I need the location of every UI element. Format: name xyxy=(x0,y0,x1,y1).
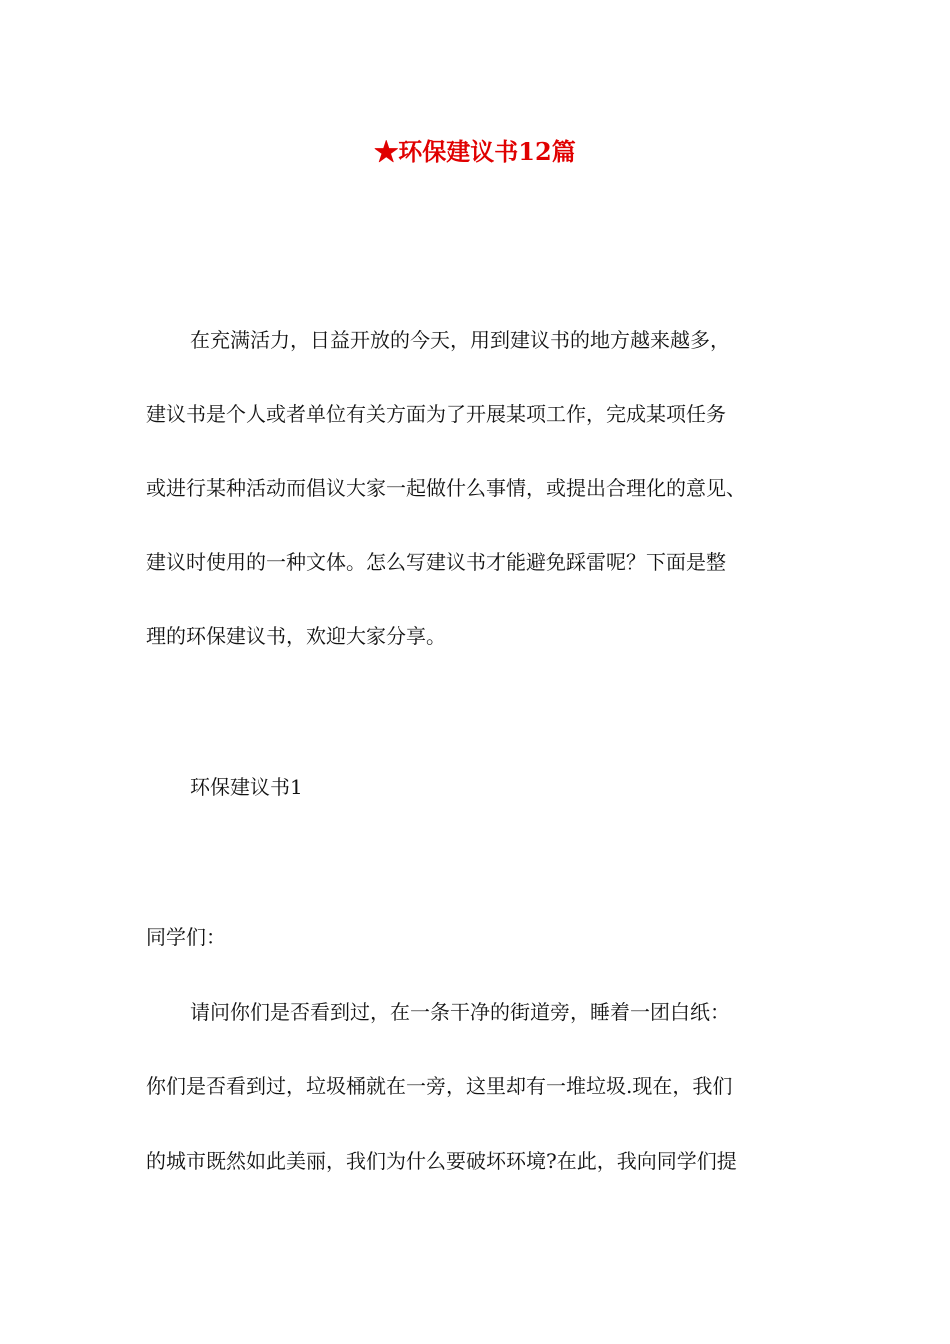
salutation: 同学们： xyxy=(146,925,226,949)
section-heading: 环保建议书1 xyxy=(190,775,303,799)
intro-line-1: 在充满活力，日益开放的今天，用到建议书的地方越来越多， xyxy=(190,328,730,352)
intro-line-2: 建议书是个人或者单位有关方面为了开展某项工作，完成某项任务 xyxy=(146,402,726,426)
intro-line-4: 建议时使用的一种文体。怎么写建议书才能避免踩雷呢？下面是整 xyxy=(146,550,726,574)
body-line-1: 请问你们是否看到过，在一条干净的街道旁，睡着一团白纸： xyxy=(190,1000,730,1024)
intro-line-5: 理的环保建议书，欢迎大家分享。 xyxy=(146,624,446,648)
body-line-3: 的城市既然如此美丽，我们为什么要破坏环境?在此，我向同学们提 xyxy=(146,1149,737,1173)
body-line-2: 你们是否看到过，垃圾桶就在一旁，这里却有一堆垃圾.现在，我们 xyxy=(146,1074,733,1098)
document-title: ★环保建议书12篇 xyxy=(374,137,576,166)
intro-line-3: 或进行某种活动而倡议大家一起做什么事情，或提出合理化的意见、 xyxy=(146,476,746,500)
